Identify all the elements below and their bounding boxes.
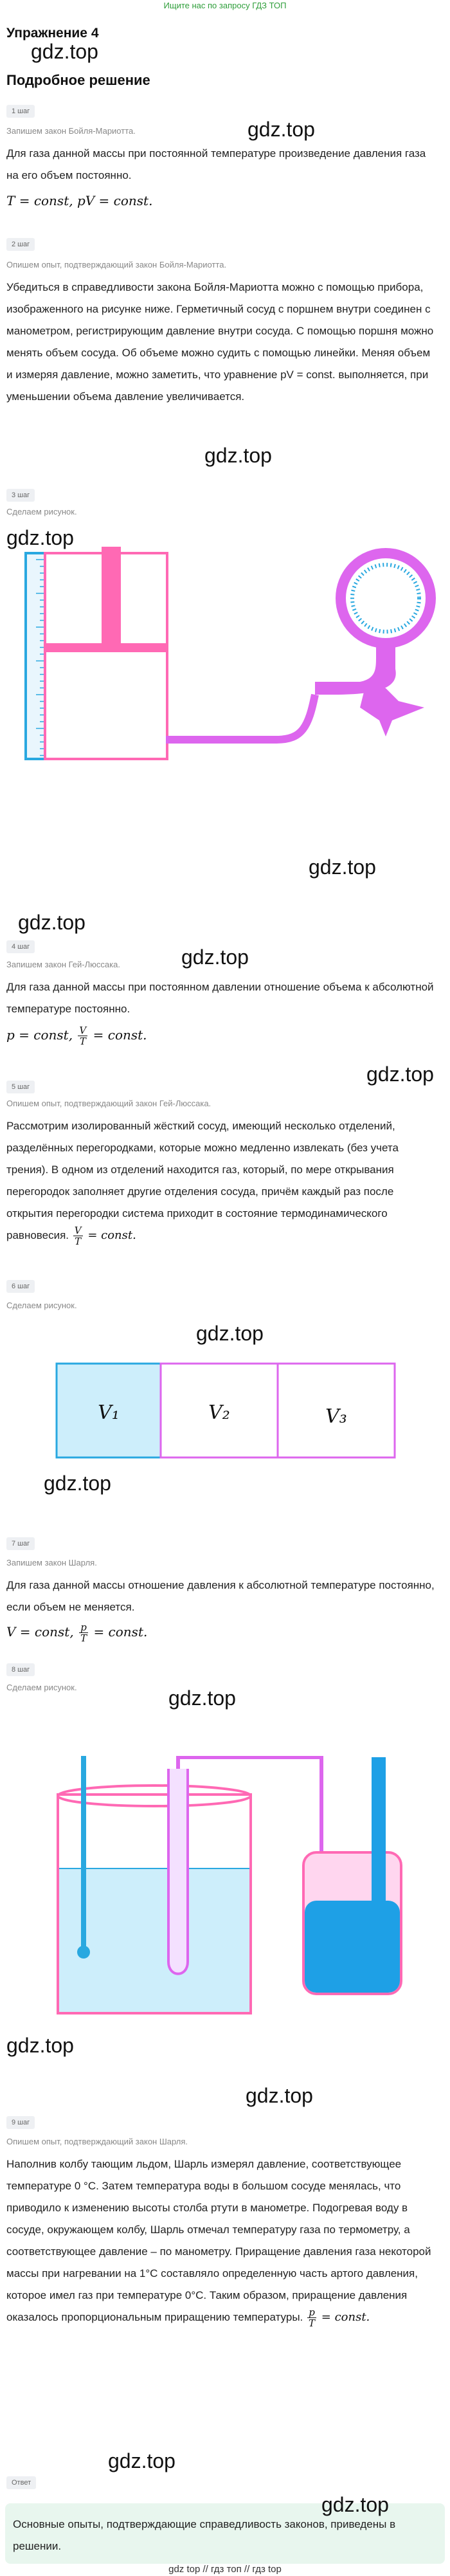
step-caption: Сделаем рисунок. bbox=[6, 1683, 77, 1692]
watermark: gdz.top bbox=[31, 40, 98, 63]
manometer-scale bbox=[352, 565, 419, 632]
boyle-apparatus-figure bbox=[0, 547, 450, 907]
step-badge: 5 шаг bbox=[6, 1081, 35, 1093]
step-text bbox=[6, 2153, 438, 2328]
step-text: Для газа данной массы отношение давления к абсолютной температуре постоянно, если объем не меняется. bbox=[6, 1579, 435, 1613]
step-caption: Сделаем рисунок. bbox=[6, 1301, 77, 1310]
connecting-tube bbox=[166, 695, 315, 740]
step-caption: Сделаем рисунок. bbox=[6, 507, 77, 516]
watermark: gdz.top bbox=[204, 444, 272, 467]
watermark: gdz.top bbox=[366, 1063, 434, 1086]
watermark: gdz.top bbox=[44, 1472, 111, 1495]
step-text: Убедиться в справедливости закона Бойля-Мариотта можно с помощью прибора, изображенного на рисунке ниже. Герметичный сосуд с поршнем внутри соединен с манометром, регистрирующим давление внутри сосуда. С помощью поршня можно менять объем сосуда. Об объеме можно судить с помощью линейки. Меняя объем и измеряя давление, можно заметить, что уравнение pV = const. выполняется, при уменьшении объема давление увеличивается. bbox=[6, 281, 434, 403]
label-v1: V₁ bbox=[98, 1402, 120, 1424]
step-formula bbox=[306, 2306, 370, 2329]
formula-prefix: p = const, bbox=[6, 1027, 73, 1043]
mercury bbox=[305, 1901, 400, 1993]
fraction-numerator: V bbox=[79, 1025, 87, 1036]
watermark: gdz.top bbox=[246, 2084, 313, 2107]
step-badge: 9 шаг bbox=[6, 2116, 35, 2129]
fraction bbox=[78, 1025, 87, 1046]
gay-lussac-vessel-figure bbox=[0, 1362, 450, 1465]
step-badge: 2 шаг bbox=[6, 238, 35, 251]
step-formula: T = const, pV = const. bbox=[6, 193, 153, 208]
piston-plate bbox=[46, 643, 166, 652]
label-v2: V₂ bbox=[208, 1402, 230, 1424]
formula-suffix: = const. bbox=[93, 1027, 147, 1043]
mercury-column bbox=[372, 1757, 386, 1902]
flask bbox=[168, 1769, 188, 1974]
thermometer-bulb bbox=[77, 1946, 90, 1959]
fraction bbox=[307, 2307, 316, 2328]
step-badge: 8 шаг bbox=[6, 1663, 35, 1676]
manometer-base bbox=[360, 682, 424, 736]
water bbox=[59, 1868, 249, 2012]
exercise-title: Упражнение 4 bbox=[6, 26, 99, 41]
step-badge: 3 шаг bbox=[6, 489, 35, 502]
formula-suffix: = const. bbox=[87, 1229, 136, 1242]
watermark: gdz.top bbox=[181, 945, 249, 969]
step-text: Для газа данной массы при постоянной температуре произведение давления газа на его объем постоянно. bbox=[6, 147, 426, 181]
formula-suffix: = const. bbox=[93, 1624, 148, 1640]
fraction-denominator: T bbox=[309, 2317, 316, 2329]
step-text bbox=[6, 1115, 438, 1247]
step-text: Для газа данной массы при постоянном давлении отношение объема к абсолютной температуре постоянно. bbox=[6, 981, 434, 1015]
step-badge: 7 шаг bbox=[6, 1537, 35, 1550]
watermark: gdz.top bbox=[18, 911, 86, 934]
step-caption: Опишем опыт, подтверждающий закон Бойля-Мариотта. bbox=[6, 260, 227, 269]
watermark: gdz.top bbox=[309, 855, 376, 879]
piston-rod bbox=[102, 547, 121, 643]
step-formula bbox=[6, 1622, 147, 1643]
fraction bbox=[73, 1225, 83, 1247]
step-badge: 4 шаг bbox=[6, 940, 35, 953]
watermark: gdz.top bbox=[168, 1686, 236, 1710]
footer: gdz top // гдз топ // гдз top bbox=[168, 2564, 282, 2575]
step-formula bbox=[72, 1224, 136, 1247]
fraction bbox=[79, 1622, 88, 1643]
fraction-numerator: p bbox=[79, 1622, 88, 1633]
step-text-body: Наполнив колбу тающим льдом, Шарль измерял давление, соответствующее температуре 0 °С. Затем температура воды в большом сосуде менялась, что приводило к изменению высоты столба ртути в манометре. Подогревая воду в сосуде, окружающем колбу, Шарль отмечал температуру газа по термометру, а соответствующее давление – по манометру. Приращение давления газа некоторой массы при нагревании на 1°C составляло определенную часть артого давления, которое имел газ при температуре 0°C. Таким образом, приращение давления оказалось пропорциональным приращению температуры. bbox=[6, 2158, 431, 2323]
manometer-neck bbox=[315, 643, 396, 695]
watermark: gdz.top bbox=[6, 526, 74, 549]
watermark: gdz.top bbox=[321, 2493, 389, 2516]
step-badge: 6 шаг bbox=[6, 1280, 35, 1293]
solution-title: Подробное решение bbox=[6, 72, 150, 88]
answer-text: Основные опыты, подтверждающие справедливость законов, приведены в решении. bbox=[13, 2518, 396, 2552]
charles-apparatus-figure bbox=[0, 1756, 450, 2026]
formula-suffix: = const. bbox=[321, 2310, 370, 2324]
thermometer bbox=[81, 1756, 86, 1949]
formula-prefix: V = const, bbox=[6, 1624, 74, 1640]
label-v3: V₃ bbox=[325, 1405, 347, 1428]
top-banner[interactable]: Ищите нас по запросу ГДЗ ТОП bbox=[163, 1, 287, 10]
step-text-body: Рассмотрим изолированный жёсткий сосуд, имеющий несколько отделений, разделённых перегородками, которые можно медленно извлекать (без учета трения). В одном из отделений находится газ, который, по мере открывания перегородок заполняет другие отделения сосуда, причём каждый раз после открытия перегородки система приходит в состояние термодинамического равновесия. bbox=[6, 1120, 399, 1241]
step-formula bbox=[6, 1025, 147, 1046]
fraction-denominator: T bbox=[75, 1235, 82, 1247]
watermark: gdz.top bbox=[196, 1322, 264, 1345]
step-caption: Запишем закон Гей-Люссака. bbox=[6, 960, 120, 969]
fraction-denominator: T bbox=[79, 1036, 86, 1047]
step-caption: Запишем закон Шарля. bbox=[6, 1558, 97, 1567]
answer-badge: Ответ bbox=[6, 2476, 36, 2489]
fraction-numerator: p bbox=[307, 2307, 316, 2318]
watermark: gdz.top bbox=[108, 2449, 176, 2472]
step-caption: Опишем опыт, подтверждающий закон Гей-Люссака. bbox=[6, 1099, 212, 1108]
fraction-denominator: T bbox=[80, 1632, 87, 1644]
fraction-numerator: V bbox=[74, 1224, 82, 1236]
step-caption: Запишем закон Бойля-Мариотта. bbox=[6, 126, 136, 136]
watermark: gdz.top bbox=[6, 2034, 74, 2057]
step-caption: Опишем опыт, подтверждающий закон Шарля. bbox=[6, 2137, 188, 2146]
watermark: gdz.top bbox=[248, 118, 315, 141]
step-badge: 1 шаг bbox=[6, 105, 35, 118]
